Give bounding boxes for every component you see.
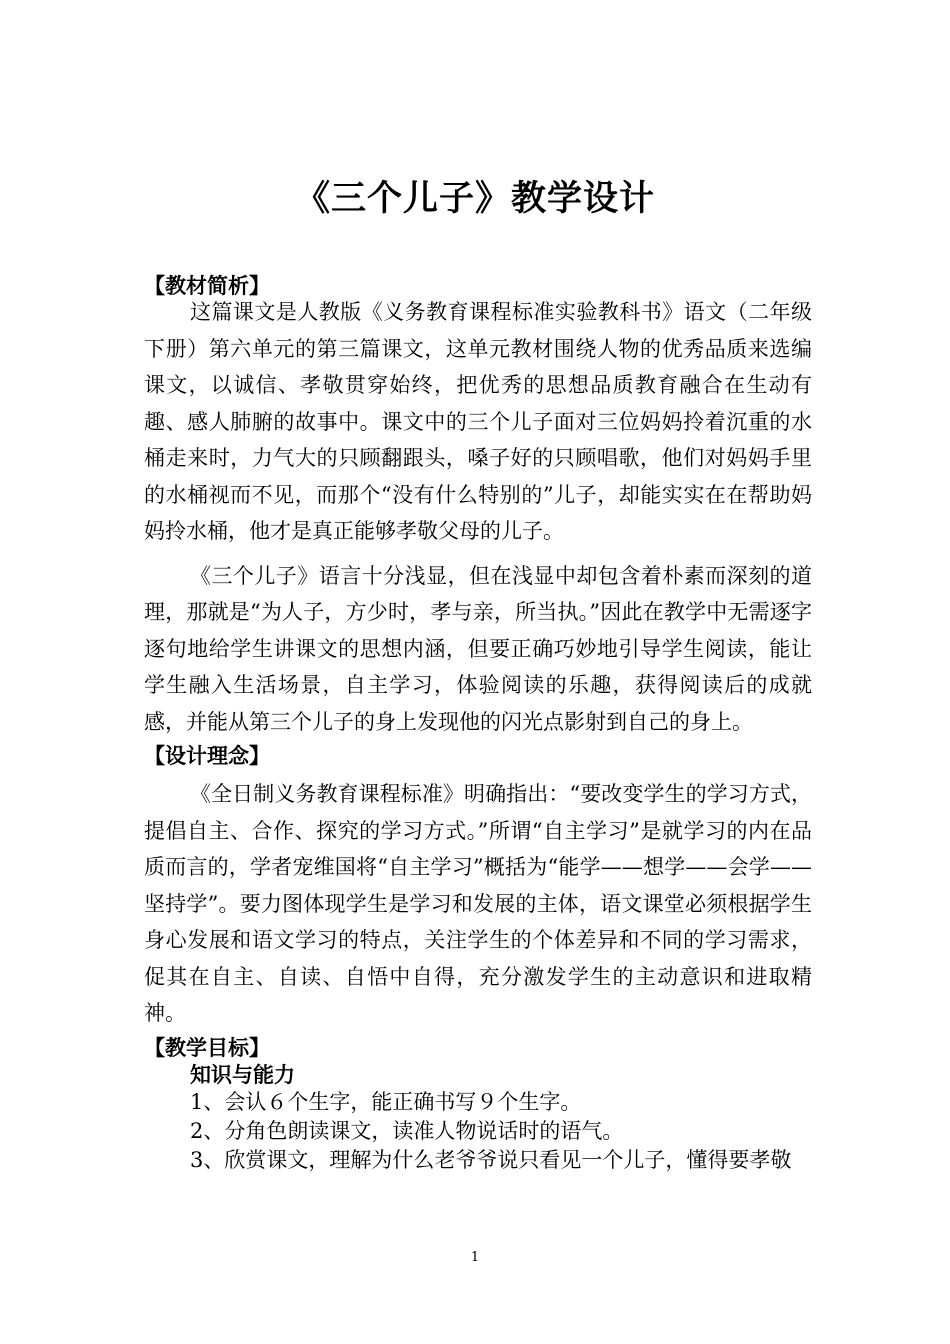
- section-heading: 【设计理念】: [144, 744, 270, 768]
- section-heading: 【教学目标】: [144, 1035, 270, 1060]
- section-teaching-goals: [144, 1034, 812, 1175]
- paragraph: 《全日制义务教育课程标准》明确指出：“要改变学生的学习方式，提倡自主、合作、探究的学习方式。”所谓“自主学习”是就学习的内在品质而言的，学者宠维国将“自主学习”概括为“能学——想学——会学——坚持学”。要力图体现学生是学习和发展的主体，语文课堂必须根据学生身心发展和语文学习的特点，关注学生的个体差异和不同的学习需求，促其在自主、自读、自悟中自得，充分激发学生的主动意识和进取精神。: [144, 782, 812, 1025]
- section-design-concept: [144, 742, 812, 1032]
- document-body: [144, 272, 812, 1175]
- paragraph: 《三个儿子》语言十分浅显，但在浅显中却包含着朴素而深刻的道理，那就是“为人子，方少时，孝与亲，所当执。”因此在教学中无需逐字逐句地给学生讲课文的思想内涵，但要正确巧妙地引导学生阅读，能让学生融入生活场景，自主学习，体验阅读的乐趣，获得阅读后的成就感，并能从第三个儿子的身上发现他的闪光点影射到自己的身上。: [144, 563, 812, 734]
- document-title: 《三个儿子》教学设计: [294, 179, 655, 219]
- list-item: 1、会认６个生字，能正确书写９个生字。: [190, 1089, 582, 1114]
- subheading: 知识与能力: [190, 1062, 295, 1087]
- list-item: 3、欣赏课文，理解为什么老爷爷说只看见一个儿子，懂得要孝敬: [190, 1147, 792, 1172]
- paragraph: 这篇课文是人教版《义务教育课程标准实验教科书》语文（二年级下册）第六单元的第三篇课文，这单元教材围绕人物的优秀品质来选编课文，以诚信、孝敬贯穿始终，把优秀的思想品质教育融合在生动有趣、感人肺腑的故事中。课文中的三个儿子面对三位妈妈拎着沉重的水桶走来时，力气大的只顾翻跟头，嗓子好的只顾唱歌，他们对妈妈手里的水桶视而不见，而那个“没有什么特别的”儿子，却能实实在在帮助妈妈拎水桶，他才是真正能够孝敬父母的儿子。: [144, 300, 812, 543]
- page-number: 1: [470, 1250, 480, 1265]
- list-item: 2、分角色朗读课文，读准人物说话时的语气。: [190, 1118, 624, 1143]
- section-heading: 【教材简析】: [144, 274, 270, 298]
- section-textbook-analysis: [144, 272, 812, 740]
